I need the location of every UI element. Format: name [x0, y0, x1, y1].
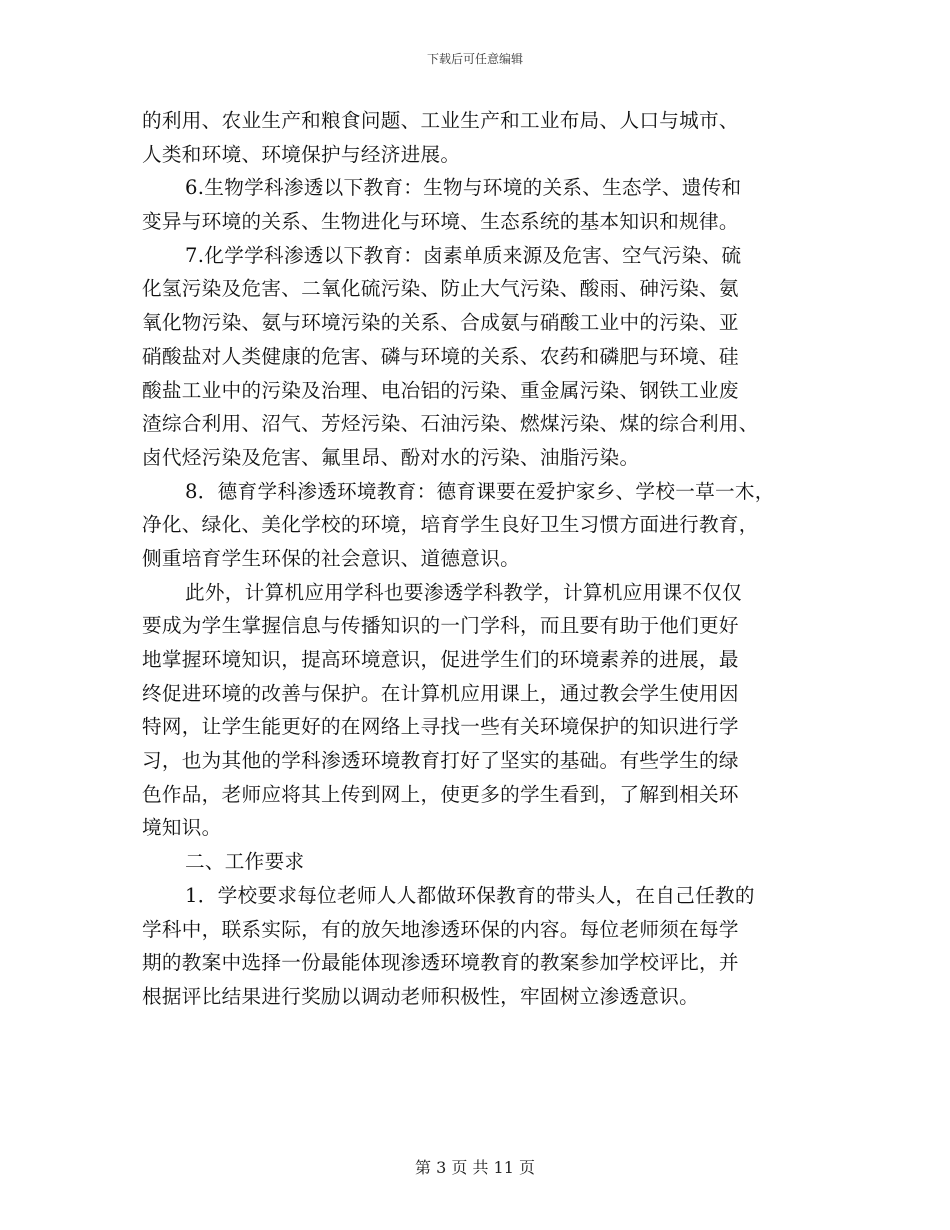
body-line: 8．德育学科渗透环境教育：德育课要在爱护家乡、学校一草一木， [185, 479, 775, 503]
body-line: 习，也为其他的学科渗透环境教育打好了坚实的基础。有些学生的绿 [142, 749, 739, 773]
body-line: 1．学校要求每位老师人人都做环保教育的带头人，在自己任教的 [185, 883, 755, 907]
body-line: 6.生物学科渗透以下教育：生物与环境的关系、生态学、遗传和 [185, 176, 742, 200]
body-line: 人类和环境、环境保护与经济进展。 [142, 142, 461, 166]
body-line: 地掌握环境知识，提高环境意识，促进学生们的环境素养的进展，最 [142, 648, 739, 671]
page-number: 第 3 页 共 11 页 [415, 1158, 535, 1177]
page-header: 下载后可任意编辑 [426, 52, 523, 66]
body-line: 的利用、农业生产和粮食问题、工业生产和工业布局、人口与城市、 [142, 109, 739, 132]
body-line: 要成为学生掌握信息与传播知识的一门学科，而且要有助于他们更好 [142, 614, 739, 638]
body-line: 特网，让学生能更好的在网络上寻找一些有关环境保护的知识进行学 [142, 715, 739, 739]
body-line: 7.化学学科渗透以下教育：卤素单质来源及危害、空气污染、硫 [185, 243, 742, 267]
body-line: 终促进环境的改善与保护。在计算机应用课上，通过教会学生使用因 [142, 681, 739, 705]
body-line: 侧重培育学生环保的社会意识、道德意识。 [142, 546, 520, 570]
body-line: 氧化物污染、氨与环境污染的关系、合成氨与硝酸工业中的污染、亚 [142, 311, 739, 335]
body-line: 化氢污染及危害、二氧化硫污染、防止大气污染、酸雨、砷污染、氨 [142, 277, 739, 301]
body-line: 色作品，老师应将其上传到网上，使更多的学生看到，了解到相关环 [142, 782, 739, 806]
body-line: 净化、绿化、美化学校的环境，培育学生良好卫生习惯方面进行教育， [142, 513, 759, 537]
body-line: 期的教案中选择一份最能体现渗透环境教育的教案参加学校评比，并 [142, 951, 739, 975]
body-line: 境知识。 [142, 816, 222, 840]
body-line: 此外，计算机应用学科也要渗透学科教学，计算机应用课不仅仅 [185, 580, 743, 604]
body-line: 变异与环境的关系、生物进化与环境、生态系统的基本知识和规律。 [142, 210, 739, 234]
body-line: 酸盐工业中的污染及治理、电冶铝的污染、重金属污染、钢铁工业废 [142, 378, 739, 402]
section-heading: 二、工作要求 [185, 850, 305, 874]
body-line: 渣综合利用、沼气、芳烃污染、石油污染、燃煤污染、煤的综合利用、 [142, 412, 759, 436]
body-line: 根据评比结果进行奖励以调动老师积极性，牢固树立渗透意识。 [142, 984, 700, 1008]
body-line: 卤代烃污染及危害、氟里昂、酚对水的污染、油脂污染。 [142, 445, 640, 469]
body-line: 学科中，联系实际，有的放矢地渗透环保的内容。每位老师须在每学 [142, 917, 739, 941]
body-line: 硝酸盐对人类健康的危害、磷与环境的关系、农药和磷肥与环境、硅 [142, 344, 739, 368]
document-body [142, 104, 818, 1014]
